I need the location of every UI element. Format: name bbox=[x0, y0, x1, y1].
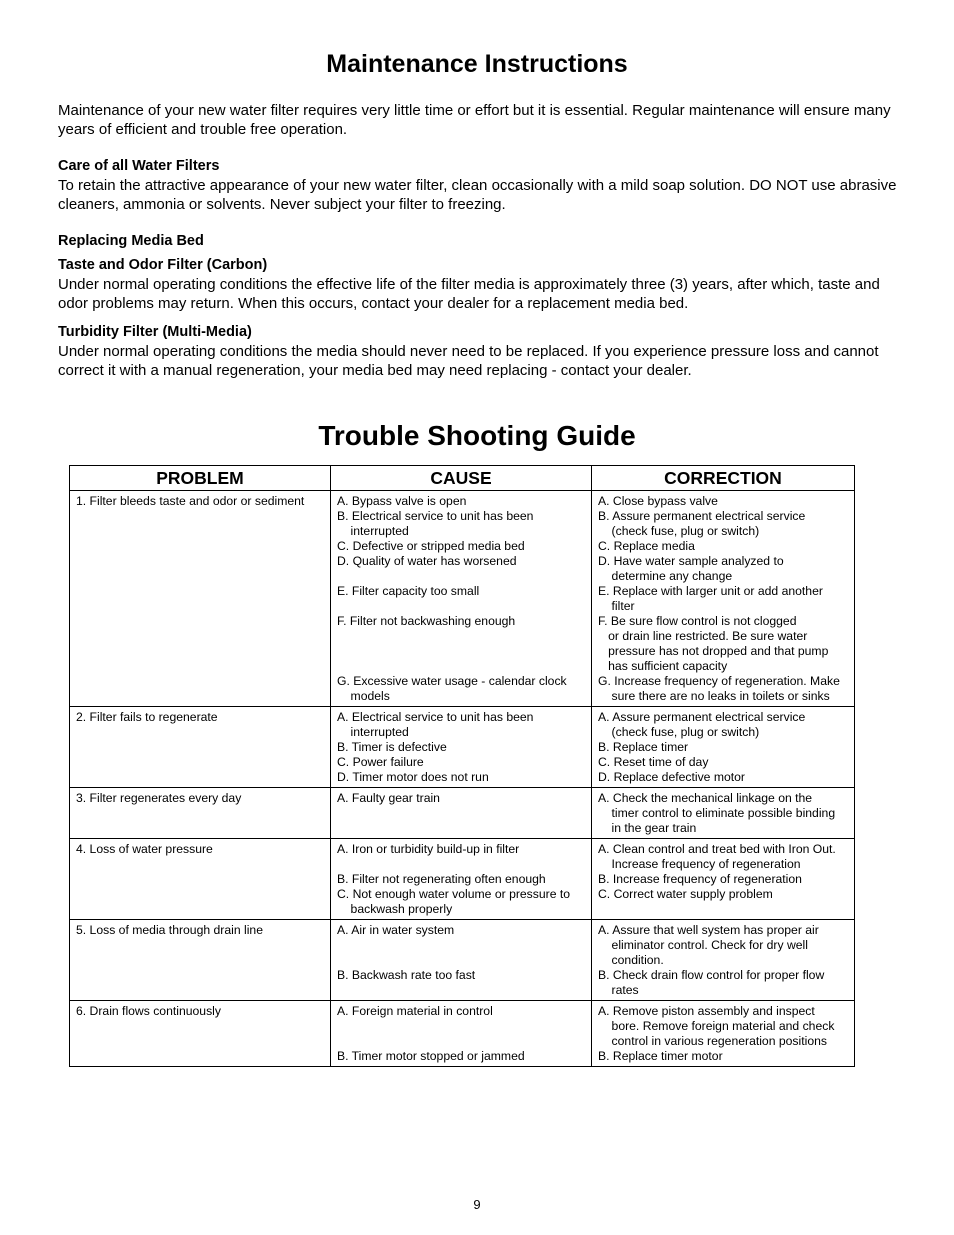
correction-line: D. Have water sample analyzed to bbox=[598, 554, 784, 568]
troubleshooting-table bbox=[69, 465, 855, 1067]
correction-line: B. Replace timer motor bbox=[598, 1049, 723, 1063]
maintenance-title: Maintenance Instructions bbox=[326, 50, 628, 78]
correction-line: pressure has not dropped and that pump bbox=[598, 644, 829, 658]
correction-line: (check fuse, plug or switch) bbox=[598, 725, 760, 739]
correction-line: B. Replace timer bbox=[598, 740, 689, 754]
problem-line: 3. Filter regenerates every day bbox=[76, 791, 242, 805]
cause-line: interrupted bbox=[337, 524, 409, 538]
correction-line: filter bbox=[598, 599, 635, 613]
cause-line bbox=[337, 659, 586, 674]
cause-line: B. Timer is defective bbox=[337, 740, 447, 754]
correction-line: B. Increase frequency of regeneration bbox=[598, 872, 802, 886]
correction-line: has sufficient capacity bbox=[598, 659, 728, 673]
problem-line: 4. Loss of water pressure bbox=[76, 842, 213, 856]
care-section bbox=[58, 157, 898, 214]
correction-line: A. Assure permanent electrical service bbox=[598, 710, 806, 724]
problem-line: 5. Loss of media through drain line bbox=[76, 923, 263, 937]
cause-line: F. Filter not backwashing enough bbox=[337, 614, 516, 628]
replacing-heading: Replacing Media Bed bbox=[58, 233, 204, 249]
cause-line: models bbox=[337, 689, 390, 703]
correction-line: bore. Remove foreign material and check bbox=[598, 1019, 835, 1033]
correction-cell bbox=[592, 788, 855, 839]
correction-line: D. Replace defective motor bbox=[598, 770, 745, 784]
turbidity-heading: Turbidity Filter (Multi-Media) bbox=[58, 324, 252, 340]
cause-line: interrupted bbox=[337, 725, 409, 739]
cause-line: E. Filter capacity too small bbox=[337, 584, 480, 598]
correction-line: A. Check the mechanical linkage on the bbox=[598, 791, 813, 805]
correction-cell bbox=[592, 839, 855, 920]
care-heading: Care of all Water Filters bbox=[58, 158, 220, 174]
page-number: 9 bbox=[473, 1197, 481, 1212]
problem-cell bbox=[70, 920, 331, 1001]
correction-line: B. Assure permanent electrical service bbox=[598, 509, 806, 523]
cause-line: A. Air in water system bbox=[337, 923, 455, 937]
cause-line bbox=[337, 1019, 586, 1034]
table-header-row bbox=[70, 466, 855, 491]
problem-cell bbox=[70, 707, 331, 788]
correction-line: timer control to eliminate possible binding bbox=[598, 806, 836, 820]
cause-line bbox=[337, 953, 586, 968]
intro-text: Maintenance of your new water filter requires very little time or effort but it is essential. Regular maintenance will ensure many years of efficient and trouble free operation. bbox=[58, 102, 891, 138]
cause-line: B. Filter not regenerating often enough bbox=[337, 872, 546, 886]
cause-line: G. Excessive water usage - calendar clock bbox=[337, 674, 567, 688]
cause-cell bbox=[331, 1001, 592, 1067]
correction-line: Increase frequency of regeneration bbox=[598, 857, 801, 871]
cause-line: A. Bypass valve is open bbox=[337, 494, 467, 508]
cause-line bbox=[337, 857, 586, 872]
correction-cell bbox=[592, 920, 855, 1001]
cause-line: C. Not enough water volume or pressure to bbox=[337, 887, 571, 901]
problem-cell bbox=[70, 491, 331, 707]
problem-cell bbox=[70, 1001, 331, 1067]
correction-line: A. Close bypass valve bbox=[598, 494, 718, 508]
cause-line bbox=[337, 569, 586, 584]
header-cause: CAUSE bbox=[331, 466, 592, 491]
problem-line: 6. Drain flows continuously bbox=[76, 1004, 221, 1018]
cause-line: B. Timer motor stopped or jammed bbox=[337, 1049, 525, 1063]
correction-line: A. Remove piston assembly and inspect bbox=[598, 1004, 815, 1018]
cause-line bbox=[337, 644, 586, 659]
cause-line: C. Defective or stripped media bed bbox=[337, 539, 525, 553]
taste-heading: Taste and Odor Filter (Carbon) bbox=[58, 257, 268, 273]
correction-line: condition. bbox=[598, 953, 664, 967]
taste-section bbox=[58, 256, 898, 313]
cause-cell bbox=[331, 707, 592, 788]
problem-line: 1. Filter bleeds taste and odor or sediment bbox=[76, 494, 305, 508]
correction-line: C. Correct water supply problem bbox=[598, 887, 773, 901]
problem-cell bbox=[70, 839, 331, 920]
correction-line: rates bbox=[598, 983, 639, 997]
cause-cell bbox=[331, 920, 592, 1001]
turbidity-section bbox=[58, 323, 898, 380]
cause-line bbox=[337, 629, 586, 644]
cause-line bbox=[337, 599, 586, 614]
cause-line: A. Faulty gear train bbox=[337, 791, 440, 805]
table-row bbox=[70, 839, 855, 920]
correction-line: C. Reset time of day bbox=[598, 755, 709, 769]
problem-line: 2. Filter fails to regenerate bbox=[76, 710, 218, 724]
replacing-section bbox=[58, 232, 898, 251]
correction-line: or drain line restricted. Be sure water bbox=[598, 629, 808, 643]
table-row bbox=[70, 920, 855, 1001]
cause-line bbox=[337, 938, 586, 953]
cause-cell bbox=[331, 788, 592, 839]
troubleshooting-title: Trouble Shooting Guide bbox=[318, 420, 636, 451]
correction-cell bbox=[592, 1001, 855, 1067]
cause-line: D. Timer motor does not run bbox=[337, 770, 489, 784]
maintenance-intro bbox=[58, 101, 898, 139]
cause-cell bbox=[331, 839, 592, 920]
cause-line: A. Iron or turbidity build-up in filter bbox=[337, 842, 520, 856]
cause-line: A. Electrical service to unit has been bbox=[337, 710, 534, 724]
correction-line: in the gear train bbox=[598, 821, 697, 835]
correction-line: control in various regeneration positions bbox=[598, 1034, 827, 1048]
cause-line: backwash properly bbox=[337, 902, 453, 916]
cause-line: B. Backwash rate too fast bbox=[337, 968, 476, 982]
care-text: To retain the attractive appearance of your new water filter, clean occasionally with a mild soap solution. DO NOT use abrasive cleaners, ammonia or solvents. Never subject your filter to freezing. bbox=[58, 177, 897, 213]
header-correction: CORRECTION bbox=[592, 466, 855, 491]
cause-line: B. Electrical service to unit has been bbox=[337, 509, 534, 523]
correction-line: F. Be sure flow control is not clogged bbox=[598, 614, 797, 628]
table-body bbox=[70, 491, 855, 1067]
taste-text: Under normal operating conditions the effective life of the filter media is approximately three (3) years, after which, taste and odor problems may return. When this occurs, contact your dealer for a replacement media bed. bbox=[58, 276, 880, 312]
correction-line: A. Assure that well system has proper air bbox=[598, 923, 819, 937]
turbidity-text: Under normal operating conditions the media should never need to be replaced. If you experience pressure loss and cannot correct it with a manual regeneration, your media bed may need replacing - contact your dealer. bbox=[58, 343, 879, 379]
header-problem: PROBLEM bbox=[70, 466, 331, 491]
cause-line bbox=[337, 1034, 586, 1049]
correction-line: determine any change bbox=[598, 569, 733, 583]
cause-line: D. Quality of water has worsened bbox=[337, 554, 517, 568]
correction-line: (check fuse, plug or switch) bbox=[598, 524, 760, 538]
problem-cell bbox=[70, 788, 331, 839]
correction-line: eliminator control. Check for dry well bbox=[598, 938, 808, 952]
correction-line: A. Clean control and treat bed with Iron Out. bbox=[598, 842, 836, 856]
table-row bbox=[70, 707, 855, 788]
correction-line: sure there are no leaks in toilets or sinks bbox=[598, 689, 830, 703]
cause-line: A. Foreign material in control bbox=[337, 1004, 493, 1018]
correction-cell bbox=[592, 491, 855, 707]
table-row bbox=[70, 1001, 855, 1067]
correction-cell bbox=[592, 707, 855, 788]
correction-line: C. Replace media bbox=[598, 539, 695, 553]
correction-line: B. Check drain flow control for proper flow bbox=[598, 968, 825, 982]
table-row bbox=[70, 491, 855, 707]
cause-line: C. Power failure bbox=[337, 755, 424, 769]
correction-line: G. Increase frequency of regeneration. Make bbox=[598, 674, 840, 688]
cause-cell bbox=[331, 491, 592, 707]
table-row bbox=[70, 788, 855, 839]
correction-line: E. Replace with larger unit or add another bbox=[598, 584, 823, 598]
